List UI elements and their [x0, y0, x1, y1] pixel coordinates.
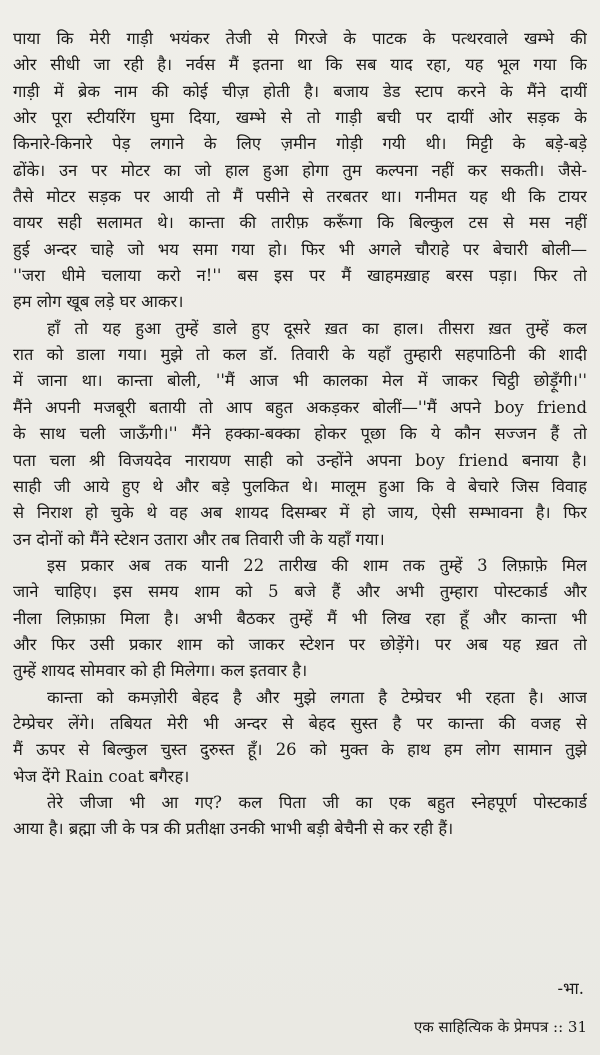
text-line: तुम्हें शायद सोमवार को ही मिलेगा। कल इतवार है। [13, 661, 308, 681]
text-line: ''जरा धीमे चलाया करो न!'' बस इस पर मैं खाहमख़ाह बरस पड़ा। फिर तो [13, 266, 587, 286]
paragraph [13, 790, 587, 843]
text-line: आया है। ब्रह्मा जी के पत्र की प्रतीक्षा उनकी भाभी बड़ी बेचैनी से कर रही हैं। [13, 819, 454, 839]
text-line: भेज देंगे Rain coat बगैरह। [13, 766, 190, 786]
text-line: तेरे जीजा भी आ गए? कल पिता जी का एक बहुत स्नेहपूर्ण पोस्टकार्ड [47, 792, 587, 812]
text-line: गाड़ी में ब्रेक नाम की कोई चीज़ होती है। बजाय डेड स्टाप करने के मैंने दायीं [13, 81, 587, 101]
text-line: हुई अन्दर चाहे जो भय समा गया हो। फिर भी अगले चौराहे पर बेचारी बोली— [13, 239, 587, 259]
text-line: पाया कि मेरी गाड़ी भयंकर तेजी से गिरजे के पाटक के पत्थरवाले खम्भे की [13, 29, 587, 48]
text-line: से निराश हो चुके थे वह अब शायद दिसम्बर में हो जाय, ऐसी सम्भावना है। फिर [13, 503, 587, 523]
text-line: ओर पूरा स्टीयरिंग घुमा दिया, खम्भे से तो गाड़ी बची पर दायीं ओर सड़क के [13, 108, 587, 128]
text-line: इस प्रकार अब तक यानी 22 तारीख की शाम तक तुम्हें 3 लिफ़ाफ़े मिल [47, 555, 587, 575]
text-line: ओर सीधी जा रही है। नर्वस मैं इतना था कि सब याद रहा, यह भूल गया कि [13, 55, 587, 75]
footer-separator: :: [553, 1018, 564, 1036]
page-number: 31 [567, 1018, 587, 1036]
text-line: मैं ऊपर से बिल्कुल चुस्त दुरुस्त हूँ। 26 को मुक्त के हाथ हम लोग सामान तुझे [13, 740, 587, 760]
text-line: तैसे मोटर सड़क पर आयी तो मैं पसीने से तरबतर था। गनीमत यह थी कि टायर [13, 187, 587, 207]
text-line: और फिर उसी प्रकार शाम को जाकर स्टेशन पर छोड़ेंगे। पर अब यह ख़त तो [13, 634, 587, 654]
text-line: पता चला श्री विजयदेव नारायण साही को उन्होंने अपना boy friend बनाया है। [13, 450, 587, 470]
text-line: मैंने अपनी मजबूरी बतायी तो आप बहुत अकड़कर बोलीं—''मैं अपने boy friend [13, 397, 587, 417]
text-line: के साथ चली जाऊँगी।'' मैंने हक्का-बक्का होकर पूछा कि ये कौन सज्जन हैं तो [13, 424, 587, 444]
running-title: एक साहित्यिक के प्रेमपत्र [413, 1018, 549, 1036]
text-line: किनारे-किनारे पेड़ लगाने के लिए ज़मीन गोड़ी गयी थी। मिट्टी के बड़े-बड़े [13, 134, 587, 154]
page-footer [414, 1016, 587, 1038]
text-line: में जाना था। कान्ता बोली, ''मैं आज भी कालका मेल में जाकर चिट्ठी छोड़ूँगी।'' [13, 371, 587, 391]
text-line: हाँ तो यह हुआ तुम्हें डाले हुए दूसरे ख़त का हाल। तीसरा ख़त तुम्हें कल [47, 318, 587, 338]
text-line: ढोंके। उन पर मोटर का जो हाल हुआ होगा तुम कल्पना नहीं कर सकती। जैसे- [13, 160, 587, 180]
text-line: उन दोनों को मैंने स्टेशन उतारा और तब तिवारी जी के यहाँ गया। [13, 529, 385, 549]
letter-body [13, 26, 587, 843]
text-line: नीला लिफ़ाफ़ा मिला है। अभी बैठकर तुम्हें मैं भी लिख रहा हूँ और कान्ता भी [13, 608, 587, 628]
text-line: जाने चाहिए। इस समय शाम को 5 बजे हैं और अभी तुम्हारा पोस्टकार्ड और [13, 582, 587, 602]
text-line: कान्ता को कमज़ोरी बेहद है और मुझे लगता है टेम्प्रेचर भी रहता है। आज [47, 687, 587, 707]
text-line: टेम्प्रेचर लेंगे। तबियत मेरी भी अन्दर से बेहद सुस्त है पर कान्ता की वजह से [13, 713, 587, 733]
text-line: साही जी आये हुए थे और बड़े पुलकित थे। मालूम हुआ कि वे बेचारे जिस विवाह [13, 476, 587, 496]
paragraph [13, 685, 587, 790]
text-line: वायर सही सलामत थे। कान्ता की तारीफ़ करूँगा कि बिल्कुल टस से मस नहीं [13, 213, 587, 233]
paragraph [13, 553, 587, 685]
paragraph [13, 26, 587, 316]
text-line: हम लोग खूब लड़े घर आकर। [13, 292, 184, 312]
text-line: रात को डाला गया। मुझे तो कल डॉ. तिवारी के यहाँ तुम्हारी सहपाठिनी की शादी [13, 345, 587, 365]
signature: -भा. [557, 979, 584, 998]
paragraph [13, 316, 587, 553]
